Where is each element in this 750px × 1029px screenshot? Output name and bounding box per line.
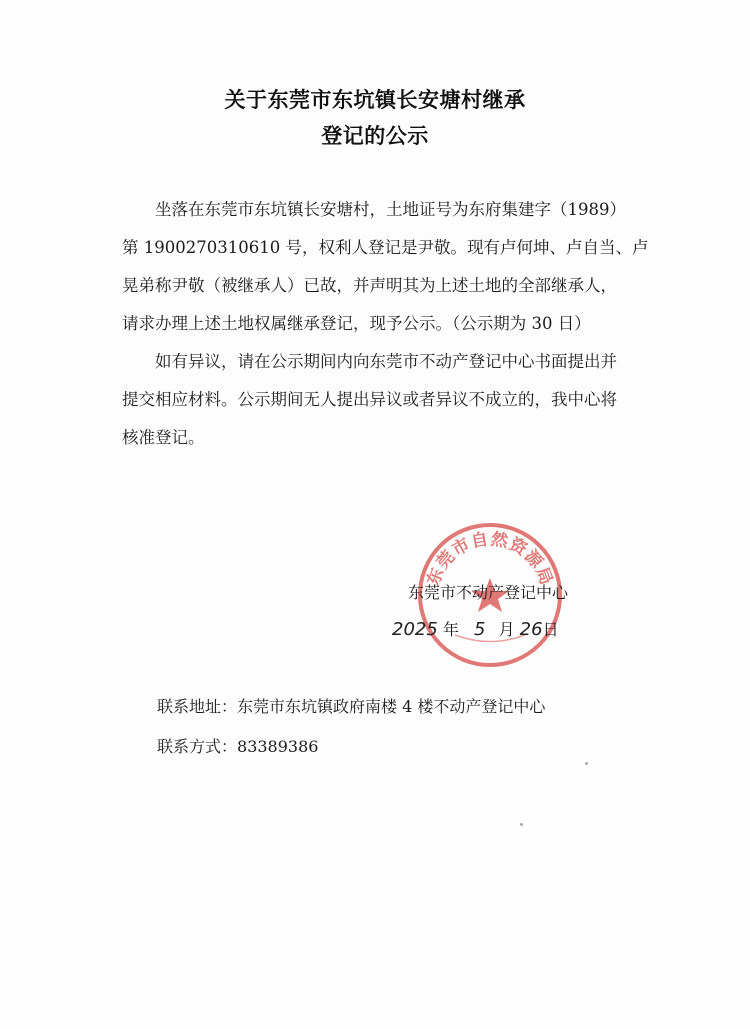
issuer-name: 东莞市不动产登记中心 — [408, 583, 569, 602]
date-month-unit: 月 — [498, 620, 515, 639]
paragraph-1-line-2: 第 1900270310610 号，权利人登记是尹敬。现有卢何坤、卢自当、卢 — [122, 238, 649, 257]
paragraph-1-line-4: 请求办理上述土地权属继承登记，现予公示。（公示期为 30 日） — [122, 314, 591, 333]
date-day-handwritten: 26 — [519, 619, 543, 640]
scan-speck — [585, 762, 588, 765]
contact-phone-value: 83389386 — [237, 737, 319, 756]
contact-address-label: 联系地址： — [157, 697, 238, 716]
paragraph-2-line-2: 提交相应材料。公示期间无人提出异议或者异议不成立的，我中心将 — [122, 390, 617, 409]
paragraph-2-line-1: 如有异议，请在公示期间内向东莞市不动产登记中心书面提出并 — [155, 352, 617, 371]
contact-address — [157, 694, 545, 717]
date-year-unit: 年 — [442, 620, 459, 639]
paragraph-1-line-3: 晃弟称尹敬（被继承人）已故，并声明其为上述土地的全部继承人， — [122, 276, 617, 295]
title-line-2: 登记的公示 — [321, 123, 429, 148]
date-month-handwritten: 5 — [474, 619, 486, 640]
issue-date — [392, 617, 559, 640]
paragraph-2-line-3: 核准登记。 — [122, 428, 205, 447]
paragraph-1-line-1: 坐落在东莞市东坑镇长安塘村，土地证号为东府集建字（1989） — [155, 200, 626, 219]
contact-address-value: 东莞市东坑镇政府南楼 4 楼不动产登记中心 — [237, 697, 546, 716]
contact-phone-label: 联系方式： — [157, 737, 238, 756]
seal-text: 东莞市自然资源局 — [423, 529, 557, 589]
date-day-unit: 日 — [542, 620, 559, 639]
title-line-1: 关于东莞市东坑镇长安塘村继承 — [224, 87, 526, 112]
contact-phone — [157, 734, 318, 757]
scan-speck — [520, 823, 523, 826]
date-year-handwritten: 2025 — [392, 619, 438, 640]
